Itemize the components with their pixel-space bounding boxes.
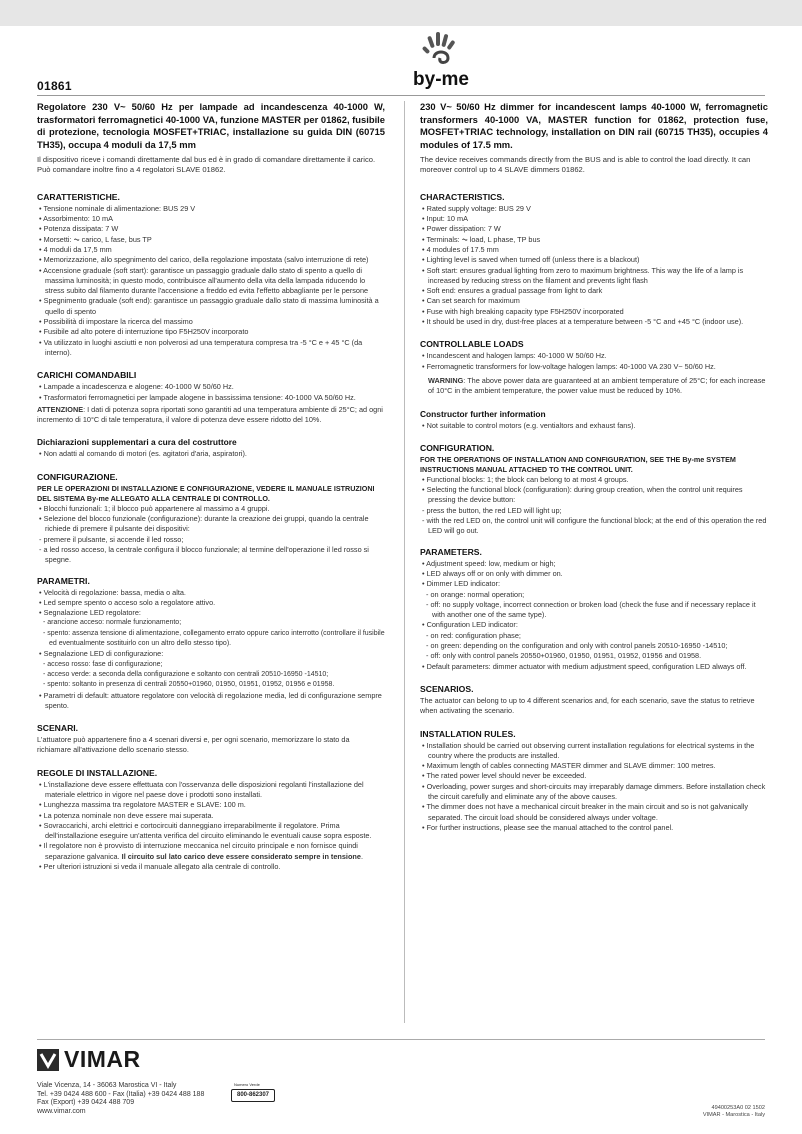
en-config-sub: FOR THE OPERATIONS OF INSTALLATION AND CONFIGURATION, SEE THE By-me SYSTEM INSTRUCTIONS MANUAL ATTACHED TO THE CONTROL UNIT.: [420, 454, 736, 474]
list-item: - with the red LED on, the control unit will configure the functional block; at the end of this operation the red LED will go out.: [422, 516, 767, 536]
list-item: • For further instructions, please see the manual attached to the control panel.: [422, 822, 674, 832]
list-item: • Maximum length of cables connecting MASTER dimmer and SLAVE dimmer: 100 metres.: [422, 761, 716, 771]
logo-finger-2: [436, 32, 440, 46]
vimar-brand: VIMAR: [64, 1046, 141, 1072]
list-item: - press the button, the red LED will light up;: [422, 505, 562, 515]
list-item: • Per ulteriori istruzioni si veda il manuale allegato alla centrale di controllo.: [39, 862, 281, 872]
en-config-title: CONFIGURATION.: [420, 442, 495, 453]
list-item: • Accensione graduale (soft start): garantisce un passaggio graduale dallo stato di spento a quello di massima luminosità; in questo modo, contribuisce all'aumento della vita della lampada riducendo lo stress subito dal filamento durante l'accensione a freddo ed evita l'effetto abbagliante per le persone: [39, 265, 369, 296]
it-attention-label: ATTENZIONE: [37, 404, 84, 414]
logo-finger-5: [422, 46, 430, 54]
fax-line: Fax (Export) +39 0424 488 709: [37, 1099, 135, 1107]
address-line: Viale Vicenza, 14 - 36063 Marostica VI - Italy: [37, 1082, 177, 1089]
it-scen-title: SCENARI.: [37, 723, 79, 734]
it-parameters: [37, 576, 385, 712]
it-config-title: CONFIGURAZIONE.: [37, 471, 118, 482]
en-loads-title: CONTROLLABLE LOADS: [420, 339, 524, 350]
list-item: • Functional blocks: 1; the block can belong to at most 4 groups.: [422, 474, 629, 484]
list-item: • Installation should be carried out observing current installation regulations for electrical systems in the country where the products are installed.: [422, 740, 755, 760]
en-param-title: PARAMETERS.: [420, 546, 482, 557]
list-item: - on green: depending on the configuration and only with control panels 20510-16950 -14510;: [426, 641, 728, 651]
it-installation: [37, 768, 385, 873]
en-loads: [420, 339, 768, 396]
logo-text: by-me: [413, 69, 469, 90]
it-suppl-title: Dichiarazioni supplementari a cura del costruttore: [37, 437, 237, 448]
it-scenarios: [37, 723, 385, 756]
en-char-title: CHARACTERISTICS.: [420, 191, 505, 202]
list-item: • Adjustment speed: low, medium or high;: [422, 558, 556, 568]
list-item: • Tensione nominale di alimentazione: BUS 29 V: [39, 203, 196, 213]
it-supplementary: [37, 437, 385, 459]
list-item: • Input: 10 mA: [422, 214, 468, 224]
list-item: • La potenza nominale non deve essere mai superata.: [39, 810, 214, 820]
it-attention: [37, 405, 385, 426]
it-characteristics: [37, 192, 385, 358]
list-item: - off: no supply voltage, incorrect connection or broken load (check the fuse and if necessary replace it with another one of the same type).: [426, 599, 756, 620]
company-address: [37, 1082, 204, 1116]
toll-free-badge: [231, 1082, 275, 1102]
it-param-title: PARAMETRI.: [37, 575, 90, 586]
it-inst-title: REGOLE DI INSTALLAZIONE.: [37, 767, 158, 778]
top-band: [0, 0, 802, 26]
en-warning-text: : The above power data are guaranteed at an ambient temperature of 25°C; for each increase of 10°C in the ambient temperature, the power value must be reduced by 10%.: [428, 375, 766, 396]
logo-finger-1: [427, 36, 435, 49]
doc-ref-location: VIMAR - Marostica - Italy: [702, 1112, 765, 1118]
document-reference: [703, 1105, 765, 1119]
list-item: • Rated supply voltage: BUS 29 V: [422, 203, 531, 213]
logo-palm-swirl: [434, 52, 448, 63]
logo-finger-3: [441, 34, 448, 48]
list-item: • Possibilità di impostare la ricerca del massimo: [39, 317, 193, 327]
en-intro-text: The device receives commands directly from the BUS and is able to control the load directly. It can moreover control up to 4 SLAVE dimmers 01862.: [420, 155, 751, 175]
by-me-logo: [396, 30, 486, 94]
en-scen-text: The actuator can belong to up to 4 different scenarios and, for each scenario, save the status to retrieve when activating the scenario.: [420, 695, 755, 716]
english-column: [420, 101, 768, 833]
it-loads: [37, 370, 385, 425]
list-item: • Parametri di default: attuatore regolatore con velocità di regolazione media, led di configurazione sempre spento.: [39, 690, 382, 710]
list-item: • Spegnimento graduale (soft end): garantisce un passaggio graduale dallo stato di massima luminosità a quello di spento: [39, 296, 379, 316]
en-suppl-title: Constructor further information: [420, 408, 546, 419]
list-item: • Selecting the functional block (configuration): during group creation, when the control unit requires pressing the device button:: [422, 485, 743, 505]
bottom-divider: [37, 1039, 765, 1040]
en-warning-label: WARNING: [428, 375, 464, 385]
en-scenarios: [420, 684, 768, 717]
list-item: • Va utilizzato in luoghi asciutti e non polverosi ad una temperatura compresa tra -5 °C e + 45 °C (da interno).: [39, 337, 363, 357]
it-inst-5b: Il circuito sul lato carico deve essere considerato sempre in tensione: [121, 851, 361, 861]
list-item: - off: only with control panels 20550+01960, 01950, 01951, 01952, 01956 and 01958.: [426, 651, 702, 661]
list-item: • Soft end: ensures a gradual passage from light to dark: [422, 286, 603, 296]
it-loads-title: CARICHI COMANDABILI: [37, 370, 137, 381]
en-parameters: [420, 547, 768, 672]
list-item: [37, 841, 385, 862]
list-item: • Morsetti: ⏦ carico, L fase, bus TP: [39, 234, 152, 244]
it-config-sub: PER LE OPERAZIONI DI INSTALLAZIONE E CONFIGURAZIONE, VEDERE IL MANUALE ISTRUZIONI DEL SISTEMA By-me ALLEGATO ALLA CENTRALE DI CONTROLLO.: [37, 483, 375, 503]
list-item: • Power dissipation: 7 W: [422, 224, 501, 234]
list-item: • Selezione del blocco funzionale (configurazione): durante la creazione dei gruppi, quando la centrale richiede di premere il pulsante dei dispositivi:: [39, 514, 369, 534]
list-item: - premere il pulsante, si accende il led rosso;: [39, 534, 184, 544]
list-item: • Ferromagnetic transformers for low-voltage halogen lamps: 40-1000 VA 230 V~ 50/60 Hz.: [422, 361, 716, 371]
column-divider: [404, 101, 405, 1023]
it-configuration: [37, 472, 385, 566]
en-inst-title: INSTALLATION RULES.: [420, 728, 516, 739]
web-link[interactable]: www.vimar.com: [37, 1107, 86, 1115]
en-characteristics: [420, 192, 768, 328]
it-attention-text: : I dati di potenza sopra riportati sono garantiti ad una temperatura ambiente di 25°C; ad ogni incremento di 10°C di tale temperatura, il valore di potenza deve essere ridotto del 10%.: [37, 404, 383, 425]
list-item: • The dimmer does not have a mechanical circuit breaker in the main circuit and so is not galvanically separated. The circuit load should be considered always under voltage.: [422, 802, 749, 822]
toll-free-label: Numero Verde: [234, 1082, 260, 1087]
list-item: - arancione acceso: normale funzionamento;: [43, 619, 182, 627]
list-item: - acceso rosso: fase di configurazione;: [43, 660, 163, 668]
vimar-logo-icon: [37, 1049, 59, 1071]
list-item: • Default parameters: dimmer actuator with medium adjustment speed, configuration LED always off.: [422, 661, 747, 671]
list-item: • Lunghezza massima tra regolatore MASTER e SLAVE: 100 m.: [39, 800, 246, 810]
list-item: • 4 modules of 17.5 mm: [422, 245, 499, 254]
vimar-logo-mark: [37, 1049, 59, 1071]
list-item: • Non adatti al comando di motori (es. agitatori d'aria, aspiratori).: [39, 449, 247, 459]
list-item: • Terminals: ⏦ load, L phase, TP bus: [422, 234, 541, 244]
list-item: • Segnalazione LED di configurazione:: [39, 649, 164, 659]
en-configuration: [420, 443, 768, 537]
list-item: • Velocità di regolazione: bassa, media o alta.: [39, 587, 186, 597]
list-item: - a led rosso acceso, la centrale configura il blocco funzionale; al termine dell'operazione il led rosso si spegne.: [39, 544, 369, 565]
top-divider: [37, 95, 765, 96]
list-item: • Fuse with high breaking capacity type F5H250V incorporated: [422, 306, 624, 316]
list-item: • Led sempre spento o acceso solo a regolatore attivo.: [39, 597, 216, 607]
doc-ref-code: 49400253A0 02 1502: [711, 1105, 765, 1111]
list-item: • Not suitable to control motors (e.g. ventialtors and exhaust fans).: [422, 420, 636, 430]
list-item: • L'installazione deve essere effettuata con l'osservanza delle disposizioni regolanti l'installazione del materiale elettrico in vigore nel paese dove i prodotti sono installati.: [39, 779, 364, 799]
list-item: • Soft start: ensures gradual lighting from zero to maximum brightness. This way the life of a lamp is increased by reducing stress on the filament and prevents light flash: [422, 265, 744, 285]
list-item: - spento: soltanto in presenza di centrali 20550+01960, 01950, 01951, 01952, 01956 e 01958.: [43, 681, 335, 689]
logo-finger-4: [446, 40, 455, 50]
it-inst-5c: .: [360, 851, 363, 861]
en-scen-title: SCENARIOS.: [420, 683, 474, 694]
list-item: • Fusibile ad alto potere di interruzione tipo F5H250V incorporato: [39, 327, 249, 337]
list-item: • 4 moduli da 17,5 mm: [39, 245, 112, 254]
en-supplementary: [420, 409, 768, 431]
it-inst-5a: • Il regolatore non è provvisto di interruzione meccanica nel circuito principale e non fornisce quindi separazione galvanica.: [39, 841, 358, 861]
en-installation: [420, 729, 768, 834]
toll-free-number: 800-862307: [236, 1092, 270, 1098]
it-intro-text: Il dispositivo riceve i comandi direttamente dal bus ed è in grado di comandare direttamente il carico. Può comandare inoltre fino a 4 regolatori SLAVE 01862.: [37, 155, 376, 175]
tel-line: Tel. +39 0424 488 600 - Fax (Italia) +39 0424 488 188: [37, 1090, 205, 1098]
list-item: • Segnalazione LED regolatore:: [39, 608, 141, 618]
list-item: • Trasformatori ferromagnetici per lampade alogene in bassissima tensione: 40-1000 VA 50/60 Hz.: [39, 392, 356, 402]
list-item: • LED always off or on only with dimmer on.: [422, 568, 563, 578]
list-item: • Potenza dissipata: 7 W: [39, 224, 119, 234]
list-item: • It should be used in dry, dust-free places at a temperature between -5 °C and +45 °C (indoor use).: [422, 317, 744, 327]
en-warning: [420, 376, 768, 397]
list-item: - acceso verde: a seconda della configurazione e soltanto con centrali 20510-16950 -14510;: [43, 670, 329, 678]
it-intro-title: Regolatore 230 V~ 50/60 Hz per lampade ad incandescenza 40-1000 W, trasformatori ferromagnetici 40-1000 VA, funzione MASTER per 01862, fusibile di protezione, tecnologia MOSFET+TRIAC, installazione su guida DIN (60715 TH35), occupa 4 moduli da 17,5 mm: [37, 101, 385, 150]
it-scen-text: L'attuatore può appartenere fino a 4 scenari diversi e, per ogni scenario, memorizzare lo stato da richiamare all'attivazione dello scenario stesso.: [37, 735, 350, 755]
list-item: - on orange: normal operation;: [426, 589, 525, 599]
list-item: • Overloading, power surges and short-circuits may irreparably damage dimmers. Before installation check the circuit carefully and eliminate any of the above causes.: [422, 781, 766, 801]
list-item: - spento: assenza tensione di alimentazione, collegamento errato oppure carico interrotto (controllare il fusibile ed eventualmente sostituirlo con un altro dello stesso tipo).: [43, 629, 385, 648]
list-item: • Blocchi funzionali: 1; il blocco può appartenere al massimo a 4 gruppi.: [39, 503, 270, 513]
list-item: • The rated power level should never be exceeded.: [422, 771, 587, 781]
list-item: • Configuration LED indicator:: [422, 620, 518, 630]
en-intro-title: 230 V~ 50/60 Hz dimmer for incandescent lamps 40-1000 W, ferromagnetic transformers 40-1000 VA, MASTER function for 01862, protection fuse, MOSFET+TRIAC technology, installation on DIN rail (60715 TH35), occupies 4 modules of 17.5 mm.: [420, 101, 768, 150]
italian-column: [37, 101, 385, 872]
list-item: - on red: configuration phase;: [426, 630, 521, 640]
list-item: • Assorbimento: 10 mA: [39, 214, 113, 224]
list-item: • Lampade a incadescenza e alogene: 40-1000 W 50/60 Hz.: [39, 382, 234, 392]
list-item: • Incandescent and halogen lamps: 40-1000 W 50/60 Hz.: [422, 351, 607, 361]
it-char-title: CARATTERISTICHE.: [37, 191, 120, 202]
list-item: • Sovraccarichi, archi elettrici e cortocircuiti danneggiano irreparabilmente il regolatore. Prima dell'installazione eseguire un'attenta verifica del circuito eliminando le eventuali cause sopra esposte.: [39, 820, 372, 841]
product-code: 01861: [37, 79, 72, 93]
list-item: • Can set search for maximum: [422, 296, 520, 306]
list-item: • Lighting level is saved when turned off (unless there is a blackout): [422, 255, 640, 265]
list-item: • Dimmer LED indicator:: [422, 579, 500, 589]
list-item: • Memorizzazione, allo spegnimento del carico, della regolazione impostata (salvo interruzione di rete): [39, 255, 369, 265]
